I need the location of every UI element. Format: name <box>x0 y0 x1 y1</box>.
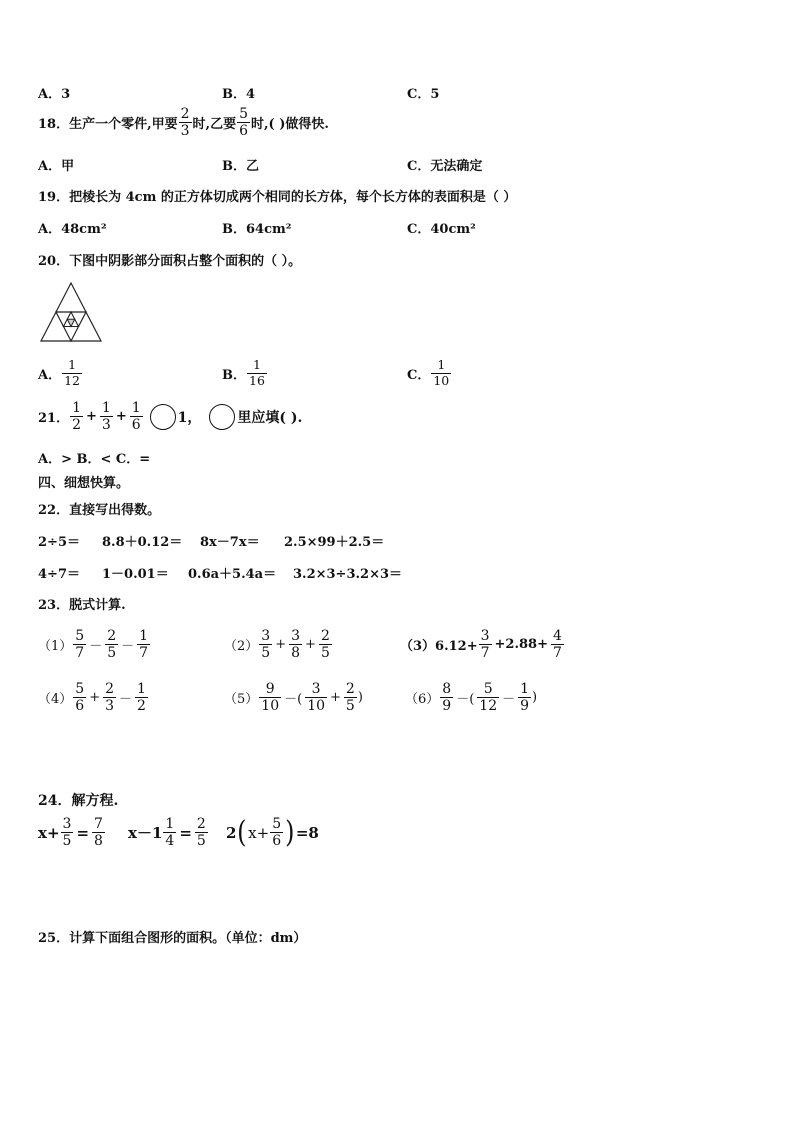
q19-question: 19．把棱长为 4cm 的正方体切成两个相同的长方体，每个长方体的表面积是（ ） <box>38 190 517 205</box>
fraction-numerator: 3 <box>261 628 271 644</box>
fraction-denominator: 5 <box>320 645 330 661</box>
fraction-denominator: 7 <box>552 645 562 661</box>
q22-r2-c3: 0.6a＋5.4a＝ <box>188 567 277 582</box>
equation-rhs: =8 <box>295 823 319 842</box>
q18-question <box>38 106 329 139</box>
fraction <box>61 816 74 849</box>
open-paren: ( <box>237 814 247 850</box>
fraction-numerator: 5 <box>239 106 248 122</box>
plus-sign: + <box>86 409 97 424</box>
answer-circle-2[interactable] <box>209 404 235 430</box>
q21-after-circle-1: 1， <box>177 409 202 426</box>
fraction-numerator: 2 <box>320 628 330 644</box>
operator: + <box>89 690 101 705</box>
q18-fraction-1 <box>179 106 192 139</box>
q20-option-a <box>38 358 83 388</box>
operator: － <box>89 639 103 654</box>
q17-option-b: B．4 <box>222 87 256 102</box>
q19-option-c: C．40cm² <box>407 222 476 237</box>
q18-mid: 时,乙要 <box>192 117 237 132</box>
fraction <box>259 628 272 661</box>
q23-title: 23．脱式计算. <box>38 598 126 613</box>
fraction-numerator: 2 <box>196 816 206 832</box>
q20-option-c <box>407 358 452 388</box>
fraction-numerator: 5 <box>272 816 282 832</box>
q24-equation-1 <box>38 816 106 849</box>
fraction-numerator: 7 <box>94 816 103 832</box>
fraction <box>305 681 327 714</box>
q22-r1-c2: 8.8＋0.12＝ <box>102 535 183 550</box>
q18-option-a: A．甲 <box>38 159 75 174</box>
fraction <box>92 816 105 849</box>
fraction-numerator: 1 <box>139 628 149 644</box>
fraction-numerator: 2 <box>107 628 117 644</box>
answer-circle-1[interactable] <box>150 404 176 430</box>
fraction <box>344 681 357 714</box>
fraction-denominator: 16 <box>249 372 265 388</box>
fraction-numerator: 3 <box>291 628 301 644</box>
fraction-denominator: 8 <box>291 645 301 661</box>
q18-option-b: B．乙 <box>222 159 259 174</box>
q17-option-c: C．5 <box>407 87 440 102</box>
fraction <box>270 816 283 849</box>
fraction-numerator: 1 <box>247 358 267 374</box>
q22-r1-c4: 2.5×99＋2.5＝ <box>284 535 385 550</box>
problem-label: （1） <box>38 639 73 654</box>
problem-label: （6） <box>405 692 440 707</box>
q19-option-a: A．48cm² <box>38 222 107 237</box>
q21-fraction-2 <box>100 400 113 433</box>
fraction-denominator: 7 <box>480 645 490 661</box>
q23-problem-4 <box>38 681 149 714</box>
fraction-denominator: 3 <box>105 698 115 714</box>
fraction-denominator: 4 <box>165 833 175 849</box>
q22-r2-c2: 1－0.01＝ <box>102 567 169 582</box>
nested-triangles-figure <box>38 280 104 344</box>
q18-option-c: C．无法确定 <box>407 159 483 174</box>
q22-r2-c4: 3.2×3÷3.2×3＝ <box>293 567 403 582</box>
q20-option-c-label: C． <box>407 367 431 383</box>
operator: + <box>275 637 287 652</box>
q24-equation-3 <box>226 816 319 849</box>
fraction <box>479 628 492 661</box>
fraction <box>105 628 118 661</box>
q17-option-a: A．3 <box>38 87 71 102</box>
fraction-denominator: 5 <box>107 645 117 661</box>
fraction-denominator: 8 <box>94 833 103 849</box>
q24-equation-2 <box>128 816 209 849</box>
fraction-numerator: 1 <box>431 358 451 374</box>
fraction <box>259 681 281 714</box>
q23-problem-3 <box>400 628 565 661</box>
problem-label: （2） <box>224 639 259 654</box>
operator: － <box>502 692 516 707</box>
fraction-numerator: 2 <box>105 681 115 697</box>
close-paren: ) <box>357 690 363 705</box>
q22-r2-c1: 4÷7＝ <box>38 567 80 582</box>
problem-label: （5） <box>224 692 259 707</box>
fraction-denominator: 6 <box>272 833 282 849</box>
q22-r1-c1: 2÷5＝ <box>38 535 80 550</box>
operator: +2.88+ <box>494 637 548 652</box>
fraction-numerator: 2 <box>180 106 190 122</box>
q18-prefix: 18．生产一个零件,甲要 <box>38 117 178 132</box>
fraction-denominator: 6 <box>75 698 85 714</box>
q23-problem-5 <box>224 681 363 714</box>
fraction-numerator: 2 <box>345 681 355 697</box>
q21-options: A．> B．< C．= <box>38 452 151 467</box>
plus-sign: + <box>115 409 127 424</box>
fraction-denominator: 7 <box>139 645 149 661</box>
fraction-denominator: 6 <box>239 123 248 139</box>
fraction-numerator: 3 <box>305 681 327 698</box>
fraction <box>477 681 499 714</box>
problem-label: （4） <box>38 692 73 707</box>
fraction-numerator: 9 <box>259 681 281 698</box>
q22-r1-c3: 8x－7x＝ <box>200 535 260 550</box>
fraction-numerator: 1 <box>131 400 141 416</box>
fraction-numerator: 1 <box>165 816 175 832</box>
q21-after-circle-2: 里应填( ). <box>237 409 303 426</box>
fraction-numerator: 1 <box>62 358 82 374</box>
q21-number: 21． <box>38 411 70 426</box>
problem-label: （3）6.12+ <box>400 639 478 654</box>
q20-option-b-fraction <box>247 358 267 388</box>
q23-problem-1 <box>38 628 151 661</box>
q20-option-b-label: B． <box>222 367 246 383</box>
section-title: 四、细想快算。 <box>38 476 130 491</box>
fraction-numerator: 3 <box>62 816 72 832</box>
fraction <box>163 816 176 849</box>
operator: －( <box>456 692 475 707</box>
equation-lhs: x－1 <box>128 824 163 842</box>
equation-lhs: x+ <box>38 823 60 842</box>
close-paren: ) <box>532 690 538 705</box>
equals-sign: = <box>76 823 90 842</box>
fraction-denominator: 10 <box>433 372 450 388</box>
equals-sign: = <box>179 823 192 842</box>
fraction <box>319 628 332 661</box>
operator: － <box>121 639 135 654</box>
fraction-denominator: 2 <box>72 417 82 433</box>
equation-coefficient: 2 <box>226 823 237 842</box>
operator: －( <box>284 692 303 707</box>
q20-option-b <box>222 358 268 388</box>
operator: － <box>119 692 133 707</box>
fraction-denominator: 10 <box>261 698 280 714</box>
fraction-denominator: 5 <box>261 645 271 661</box>
q24-title: 24．解方程. <box>38 793 119 809</box>
fraction-denominator: 3 <box>101 417 111 433</box>
fraction <box>73 628 86 661</box>
q25-question: 25．计算下面组合图形的面积。（单位：dm） <box>38 931 307 946</box>
fraction-numerator: 1 <box>137 681 146 697</box>
q18-suffix: 时,( )做得快. <box>251 117 329 132</box>
fraction-numerator: 8 <box>442 681 452 697</box>
fraction-denominator: 12 <box>64 372 80 388</box>
fraction-denominator: 2 <box>137 698 146 714</box>
fraction-denominator: 5 <box>62 833 72 849</box>
fraction <box>195 816 208 849</box>
q22-title: 22．直接写出得数。 <box>38 503 161 518</box>
fraction-numerator: 3 <box>480 628 490 644</box>
fraction-numerator: 1 <box>520 681 530 697</box>
fraction-denominator: 5 <box>345 698 355 714</box>
fraction-numerator: 4 <box>552 628 562 644</box>
fraction-numerator: 5 <box>75 628 85 644</box>
fraction-denominator: 3 <box>180 123 190 139</box>
fraction <box>73 681 86 714</box>
fraction <box>137 628 150 661</box>
q19-option-b: B．64cm² <box>222 222 292 237</box>
fraction-numerator: 1 <box>101 400 111 416</box>
fraction <box>551 628 564 661</box>
fraction-denominator: 6 <box>131 417 141 433</box>
close-paren: ) <box>285 814 295 850</box>
fraction-numerator: 5 <box>477 681 499 698</box>
fraction <box>440 681 453 714</box>
fraction <box>518 681 531 714</box>
fraction-denominator: 9 <box>520 698 530 714</box>
fraction-denominator: 5 <box>196 833 206 849</box>
equation-variable: x+ <box>248 823 270 842</box>
q18-fraction-2 <box>237 106 250 139</box>
fraction-numerator: 5 <box>75 681 85 697</box>
q23-problem-2 <box>224 628 333 661</box>
fraction-denominator: 12 <box>479 698 498 714</box>
q20-option-a-fraction <box>62 358 82 388</box>
fraction-denominator: 10 <box>307 698 326 714</box>
fraction <box>289 628 302 661</box>
q23-problem-6 <box>405 681 537 714</box>
q21-question <box>38 400 302 433</box>
fraction-numerator: 1 <box>72 400 82 416</box>
fraction <box>103 681 116 714</box>
q20-option-a-label: A． <box>38 367 62 383</box>
fraction-denominator: 7 <box>75 645 85 661</box>
q21-fraction-1 <box>70 400 83 433</box>
fraction-denominator: 9 <box>442 698 452 714</box>
q20-question: 20．下图中阴影部分面积占整个面积的（ ）。 <box>38 254 302 269</box>
q21-fraction-3 <box>130 400 143 433</box>
q20-option-c-fraction <box>431 358 451 388</box>
operator: + <box>330 690 341 705</box>
fraction <box>135 681 148 714</box>
operator: + <box>305 637 316 652</box>
